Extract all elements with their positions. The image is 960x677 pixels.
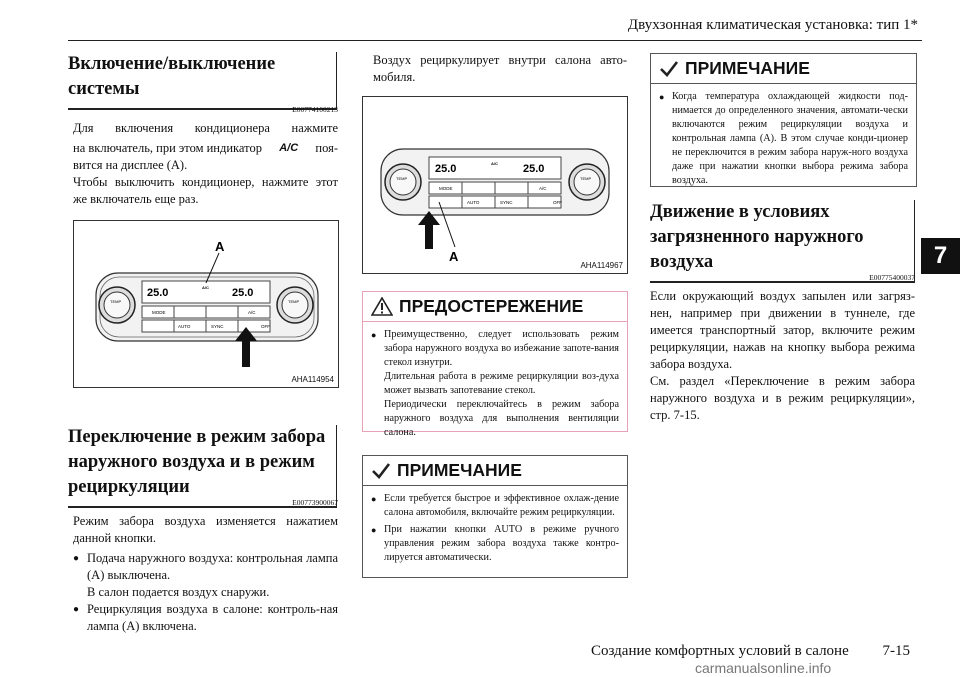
sync-button-label: SYNC bbox=[500, 200, 513, 205]
heading-line: наружного воздуха и в режим bbox=[68, 452, 315, 472]
heading-line: Движение в условиях bbox=[650, 202, 830, 222]
figure-recirc-panel bbox=[362, 96, 628, 274]
list-item: ● Рециркуляция воздуха в салоне: контроль-ная лампа (A) включена. bbox=[73, 601, 338, 635]
auto-button-label: AUTO bbox=[467, 200, 480, 205]
note-title-text: ПРИМЕЧАНИЕ bbox=[685, 58, 810, 78]
note-list bbox=[371, 492, 619, 565]
onoff-text bbox=[73, 120, 338, 208]
warning-text: Длительная работа в режиме рециркуляции воз-духа может вызвать запотевание стекол. bbox=[384, 371, 619, 396]
callout-a: A bbox=[449, 249, 459, 264]
text-fragment: поя- bbox=[315, 141, 338, 155]
figure-code: AHA114954 bbox=[291, 375, 334, 384]
section-code: E00773900067 bbox=[292, 498, 338, 507]
callout-a: A bbox=[215, 239, 225, 254]
heading-line: Включение/выключение bbox=[68, 54, 276, 74]
heading-line: рециркуляции bbox=[68, 477, 190, 497]
ac-button-label: A/C bbox=[539, 186, 547, 191]
climate-panel-illustration bbox=[74, 221, 338, 387]
warning-title bbox=[363, 292, 627, 322]
watermark: carmanualsonline.info bbox=[695, 660, 832, 676]
checkmark-icon bbox=[659, 60, 679, 78]
ac-indicator: A/C bbox=[491, 161, 498, 166]
section-code: E00774100213 bbox=[292, 105, 338, 114]
climate-panel-illustration bbox=[363, 97, 627, 273]
heading-line: загрязненного наружного bbox=[650, 227, 864, 247]
arrow-icon bbox=[418, 211, 440, 249]
temp-label: TEMP bbox=[580, 176, 592, 181]
list-item bbox=[73, 550, 338, 601]
polluted-text bbox=[650, 288, 915, 424]
heading-line: воздуха bbox=[650, 252, 714, 272]
text-line bbox=[73, 140, 338, 157]
checkmark-icon bbox=[371, 462, 391, 480]
page-footer bbox=[591, 643, 910, 660]
section-code: E00775400037 bbox=[869, 273, 915, 282]
text-line: Для включения кондиционера нажмите bbox=[73, 121, 338, 135]
temp-label: TEMP bbox=[110, 299, 122, 304]
warning-text: Периодически переключайтесь в режим забора наружного воздуха для выполнения вентиляции салона. bbox=[384, 399, 619, 438]
page-number: 7-15 bbox=[882, 643, 910, 659]
warning-box bbox=[362, 291, 628, 438]
warning-triangle-icon bbox=[371, 297, 393, 316]
note-box bbox=[650, 53, 917, 187]
recirc-intro: Режим забора воздуха изменяется нажатием данной кнопки. bbox=[73, 514, 338, 545]
mode-button-label: MODE bbox=[439, 186, 453, 191]
list-item: ● Если требуется быстрое и эффективное охлаж-дение салона автомобиля, включайте режим рециркуляции. bbox=[371, 492, 619, 520]
section-heading-onoff bbox=[68, 52, 337, 110]
temp-display-left: 25.0 bbox=[147, 287, 169, 299]
temp-label: TEMP bbox=[288, 299, 300, 304]
note-box bbox=[362, 455, 628, 578]
chapter-tab: 7 bbox=[921, 238, 960, 274]
list-item bbox=[371, 328, 619, 440]
temp-label: TEMP bbox=[396, 176, 408, 181]
bullet-text: В салон подается воздух снаружи. bbox=[87, 585, 270, 599]
auto-button-label: AUTO bbox=[178, 324, 191, 329]
ac-indicator: A/C bbox=[202, 285, 209, 290]
heading-line: Переключение в режим забора bbox=[68, 427, 326, 447]
note-list bbox=[659, 90, 908, 188]
text-paragraph: Если окружающий воздух запылен или загряз-нен, например при движении в туннеле, где имеется транспортный затор, включите режим рециркуляции, нажав на кнопку выбора режима забора воздуха. bbox=[650, 289, 915, 371]
temp-display-right: 25.0 bbox=[232, 287, 254, 299]
temp-display-left: 25.0 bbox=[435, 163, 457, 175]
temp-display-right: 25.0 bbox=[523, 163, 545, 175]
note-title bbox=[363, 456, 627, 486]
cross-reference: См. раздел «Переключение в режим забора наружного воздуха и в режим рециркуляции», стр. 7-15. bbox=[650, 374, 915, 422]
mode-button-label: MODE bbox=[152, 310, 166, 315]
warning-list bbox=[371, 328, 619, 440]
ac-button-label: A/C bbox=[248, 310, 256, 315]
figure-ac-panel bbox=[73, 220, 339, 388]
sync-button-label: SYNC bbox=[211, 324, 224, 329]
warning-text: Преимущественно, следует использовать режим забора наружного воздуха во избежание запоте-вания стекол изнутри. bbox=[384, 329, 619, 368]
section-heading-recirc bbox=[68, 425, 337, 508]
heading-line: системы bbox=[68, 79, 140, 99]
list-item: ● Когда температура охлаждающей жидкости под-нимается до определенного значения, автомати-чески включаются режим рециркуляции воздуха и контрольная лампа (A). В этом случае конди-ционер не переключится в режим забора наруж-ного воздуха даже при нажатии кнопки выбора режима забора воздуха. bbox=[659, 90, 908, 188]
off-button-label: OFF bbox=[553, 200, 562, 205]
text-line: Чтобы выключить кондиционер, нажмите этот же включатель еще раз. bbox=[73, 175, 338, 206]
header-rule bbox=[68, 40, 922, 41]
list-item: ● При нажатии кнопки AUTO в режиме ручного управления режим забора воздуха также контро-лируется автоматически. bbox=[371, 523, 619, 565]
note-title-text: ПРИМЕЧАНИЕ bbox=[397, 460, 522, 480]
note-title bbox=[651, 54, 916, 84]
ac-indicator-icon: A/C bbox=[279, 142, 299, 154]
text-fragment: на включатель, при этом индикатор bbox=[73, 141, 262, 155]
text-line: вится на дисплее (A). bbox=[73, 158, 188, 172]
warning-title-text: ПРЕДОСТЕРЕЖЕНИЕ bbox=[399, 296, 584, 316]
bullet-text: Подача наружного воздуха: контрольная лампа (A) выключена. bbox=[87, 551, 338, 582]
section-heading-polluted bbox=[650, 200, 915, 283]
recirc-continued: Воздух рециркулирует внутри салона авто-мобиля. bbox=[373, 53, 627, 84]
off-button-label: OFF bbox=[261, 324, 270, 329]
recirc-bullets bbox=[73, 550, 338, 635]
running-header: Двухзонная климатическая установка: тип 1* bbox=[627, 17, 918, 33]
footer-text: Создание комфортных условий в салоне bbox=[591, 643, 849, 659]
figure-code: AHA114967 bbox=[580, 261, 623, 270]
